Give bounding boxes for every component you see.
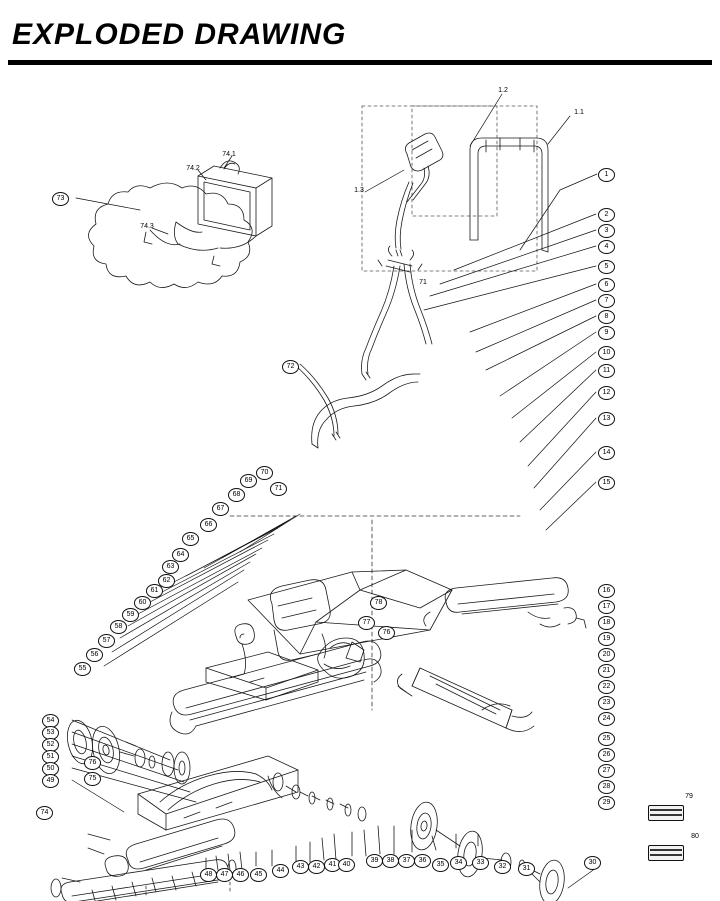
callout-1-3[interactable]: 1.3 — [354, 187, 364, 194]
callout-42[interactable]: 42 — [308, 860, 325, 874]
callout-58[interactable]: 58 — [110, 620, 127, 634]
callout-37[interactable]: 37 — [398, 854, 415, 868]
battery-body-1 — [648, 805, 684, 821]
callout-10[interactable]: 10 — [598, 346, 615, 360]
callout-2[interactable]: 2 — [598, 208, 615, 222]
callout-13[interactable]: 13 — [598, 412, 615, 426]
callout-56[interactable]: 56 — [86, 648, 103, 662]
callout-74-2[interactable]: 74.2 — [186, 165, 200, 172]
callout-51[interactable]: 51 — [42, 750, 59, 764]
callout-49[interactable]: 49 — [42, 774, 59, 788]
callout-20[interactable]: 20 — [598, 648, 615, 662]
battery-pack-2 — [648, 845, 684, 861]
callout-46[interactable]: 46 — [232, 868, 249, 882]
callout-67[interactable]: 67 — [212, 502, 229, 516]
battery-stripe-2a — [650, 849, 682, 851]
callout-1-1[interactable]: 1.1 — [574, 109, 584, 116]
callout-60[interactable]: 60 — [134, 596, 151, 610]
callout-30[interactable]: 30 — [584, 856, 601, 870]
callout-31[interactable]: 31 — [518, 862, 535, 876]
callout-62[interactable]: 62 — [158, 574, 175, 588]
callout-5[interactable]: 5 — [598, 260, 615, 274]
callout-7[interactable]: 7 — [598, 294, 615, 308]
callout-71[interactable]: 71 — [270, 482, 287, 496]
callout-19[interactable]: 19 — [598, 632, 615, 646]
callout-78[interactable]: 78 — [370, 596, 387, 610]
callout-57[interactable]: 57 — [98, 634, 115, 648]
callout-63[interactable]: 63 — [162, 560, 179, 574]
callout-29[interactable]: 29 — [598, 796, 615, 810]
callout-68[interactable]: 68 — [228, 488, 245, 502]
callout-26[interactable]: 26 — [598, 748, 615, 762]
battery-stripe-1a — [650, 809, 682, 811]
callout-33[interactable]: 33 — [472, 856, 489, 870]
callout-1-2[interactable]: 1.2 — [498, 87, 508, 94]
callout-43[interactable]: 43 — [292, 860, 309, 874]
diagram-canvas — [0, 70, 720, 901]
callout-65[interactable]: 65 — [182, 532, 199, 546]
callout-66[interactable]: 66 — [200, 518, 217, 532]
callout-76[interactable]: 76 — [378, 626, 395, 640]
battery-stripe-1b — [650, 814, 682, 816]
callout-76b[interactable]: 76 — [84, 756, 101, 770]
callout-52[interactable]: 52 — [42, 738, 59, 752]
callout-74-3[interactable]: 74.3 — [140, 223, 154, 230]
callout-12[interactable]: 12 — [598, 386, 615, 400]
battery-body-2 — [648, 845, 684, 861]
callout-3[interactable]: 3 — [598, 224, 615, 238]
callout-40[interactable]: 40 — [338, 858, 355, 872]
callout-50[interactable]: 50 — [42, 762, 59, 776]
callout-80[interactable]: 80 — [691, 833, 699, 840]
callout-11[interactable]: 11 — [598, 364, 615, 378]
page-header — [0, 0, 720, 70]
callout-27[interactable]: 27 — [598, 764, 615, 778]
callout-18[interactable]: 18 — [598, 616, 615, 630]
callout-77[interactable]: 77 — [358, 616, 375, 630]
callout-15[interactable]: 15 — [598, 476, 615, 490]
callout-48[interactable]: 48 — [200, 868, 217, 882]
callout-73[interactable]: 73 — [52, 192, 69, 206]
callout-59[interactable]: 59 — [122, 608, 139, 622]
callout-72[interactable]: 72 — [282, 360, 299, 374]
callout-16[interactable]: 16 — [598, 584, 615, 598]
battery-pack-1 — [648, 805, 684, 821]
callout-14[interactable]: 14 — [598, 446, 615, 460]
callout-53[interactable]: 53 — [42, 726, 59, 740]
callout-54[interactable]: 54 — [42, 714, 59, 728]
callout-64[interactable]: 64 — [172, 548, 189, 562]
callout-25[interactable]: 25 — [598, 732, 615, 746]
callout-44[interactable]: 44 — [272, 864, 289, 878]
callout-70[interactable]: 70 — [256, 466, 273, 480]
callout-24[interactable]: 24 — [598, 712, 615, 726]
callout-8[interactable]: 8 — [598, 310, 615, 324]
page-title: EXPLODED DRAWING — [12, 18, 347, 51]
title-divider — [8, 60, 712, 65]
callout-1[interactable]: 1 — [598, 168, 615, 182]
callout-38[interactable]: 38 — [382, 854, 399, 868]
callout-22[interactable]: 22 — [598, 680, 615, 694]
callout-28[interactable]: 28 — [598, 780, 615, 794]
callout-74[interactable]: 74 — [36, 806, 53, 820]
callout-74-1[interactable]: 74.1 — [222, 151, 236, 158]
callout-55[interactable]: 55 — [74, 662, 91, 676]
callout-79[interactable]: 79 — [685, 793, 693, 800]
callout-32[interactable]: 32 — [494, 860, 511, 874]
callout-4[interactable]: 4 — [598, 240, 615, 254]
callout-34[interactable]: 34 — [450, 856, 467, 870]
callout-9[interactable]: 9 — [598, 326, 615, 340]
callout-17[interactable]: 17 — [598, 600, 615, 614]
callout-36[interactable]: 36 — [414, 854, 431, 868]
callout-6[interactable]: 6 — [598, 278, 615, 292]
callout-21[interactable]: 21 — [598, 664, 615, 678]
callout-47[interactable]: 47 — [216, 868, 233, 882]
callout-39[interactable]: 39 — [366, 854, 383, 868]
callout-35[interactable]: 35 — [432, 858, 449, 872]
callout-23[interactable]: 23 — [598, 696, 615, 710]
battery-stripe-2b — [650, 854, 682, 856]
callout-61[interactable]: 61 — [146, 584, 163, 598]
callout-45[interactable]: 45 — [250, 868, 267, 882]
callout-69[interactable]: 69 — [240, 474, 257, 488]
callout-71-upper[interactable]: 71 — [419, 279, 427, 286]
callout-75[interactable]: 75 — [84, 772, 101, 786]
callout-41[interactable]: 41 — [324, 858, 341, 872]
